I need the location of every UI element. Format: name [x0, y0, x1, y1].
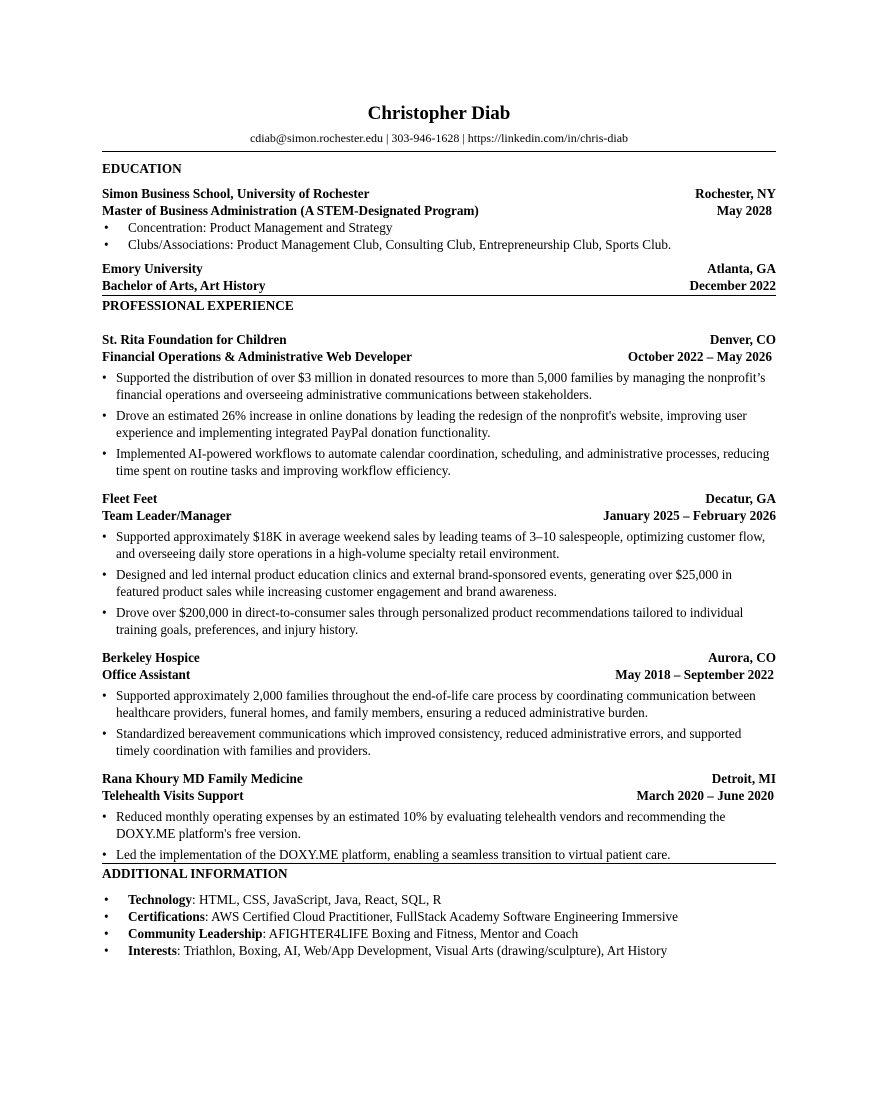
job-role-row [102, 666, 776, 683]
item-text: : Triathlon, Boxing, AI, Web/App Development, Visual Arts (drawing/sculpture), Art History [176, 943, 668, 958]
job-dates: May 2018 – September 2022 [615, 667, 774, 682]
section-title-experience: PROFESSIONAL EXPERIENCE [102, 298, 294, 313]
list-item [102, 891, 776, 908]
additional-section [102, 865, 776, 959]
list-item [102, 908, 776, 925]
job-bullets [102, 369, 776, 479]
job-header-row [102, 770, 776, 787]
list-item: • Clubs/Associations: Product Management Club, Consulting Club, Entrepreneurship Club, Sports Club. [102, 236, 776, 253]
job-role: Team Leader/Manager [102, 508, 232, 523]
job-dates: March 2020 – June 2020 [636, 788, 774, 803]
section-divider [102, 151, 776, 152]
list-item: • Concentration: Product Management and Strategy [102, 219, 776, 236]
degree-name: Master of Business Administration (A STEM-Designated Program) [102, 203, 479, 218]
section-title-education: EDUCATION [102, 161, 182, 176]
job-role: Financial Operations & Administrative Web Developer [102, 349, 413, 364]
education-entry [102, 185, 776, 253]
list-item: • Drove over $200,000 in direct-to-consumer sales through personalized product recommendations tailored to individual training goals, preferences, and injury history. [102, 604, 776, 638]
item-text: : AFIGHTER4LIFE Boxing and Fitness, Mentor and Coach [262, 926, 579, 941]
degree-row [102, 277, 776, 294]
education-header-row [102, 185, 776, 202]
school-name: Simon Business School, University of Rochester [102, 186, 370, 201]
list-item: • Supported the distribution of over $3 million in donated resources to more than 5,000 families by managing the nonprofit’s financial operations and overseeing administrative communications between stakeholders. [102, 369, 776, 403]
list-item [102, 925, 776, 942]
list-item: • Standardized bereavement communications which improved consistency, reduced administrative errors, and supported timely coordination with families and providers. [102, 725, 776, 759]
school-name: Emory University [102, 261, 203, 276]
job-entry [102, 770, 776, 863]
additional-list [102, 891, 776, 959]
school-location: Rochester, NY [695, 186, 776, 201]
degree-date: May 2028 [716, 203, 772, 218]
item-label: Certifications [128, 909, 205, 924]
degree-row [102, 202, 776, 219]
job-role-row [102, 507, 776, 524]
degree-date: December 2022 [689, 278, 776, 293]
education-header-row [102, 260, 776, 277]
experience-section [102, 297, 776, 863]
job-bullets [102, 808, 776, 863]
job-entry [102, 649, 776, 759]
job-role-row [102, 348, 776, 365]
section-divider [102, 863, 776, 864]
list-item: • Led the implementation of the DOXY.ME platform, enabling a seamless transition to virtual patient care. [102, 846, 776, 863]
section-title-additional: ADDITIONAL INFORMATION [102, 866, 288, 881]
job-entry [102, 490, 776, 638]
candidate-name: Christopher Diab [367, 103, 511, 124]
job-organization: Berkeley Hospice [102, 650, 200, 665]
item-label: Interests [128, 943, 177, 958]
job-organization: St. Rita Foundation for Children [102, 332, 287, 347]
list-item [102, 942, 776, 959]
job-role: Office Assistant [102, 667, 191, 682]
item-label: Technology [128, 892, 192, 907]
job-entry [102, 331, 776, 479]
job-header-row [102, 490, 776, 507]
job-location: Decatur, GA [705, 491, 776, 506]
education-bullets [102, 219, 776, 253]
job-organization: Rana Khoury MD Family Medicine [102, 771, 303, 786]
resume-content [102, 102, 776, 959]
list-item: • Supported approximately $18K in average weekend sales by leading teams of 3–10 salespeople, optimizing customer flow, and overseeing daily store operations in a high-volume specialty retail environment. [102, 528, 776, 562]
job-header-row [102, 331, 776, 348]
job-role-row [102, 787, 776, 804]
education-section [102, 160, 776, 294]
job-location: Detroit, MI [711, 771, 776, 786]
job-role: Telehealth Visits Support [102, 788, 244, 803]
job-location: Denver, CO [709, 332, 776, 347]
job-header-row [102, 649, 776, 666]
school-location: Atlanta, GA [707, 261, 776, 276]
item-text: : HTML, CSS, JavaScript, Java, React, SQL, R [192, 892, 442, 907]
list-item: • Designed and led internal product education clinics and external brand-sponsored events, generating over $25,000 in featured product sales while increasing customer engagement and brand awareness. [102, 566, 776, 600]
job-bullets [102, 528, 776, 638]
job-dates: October 2022 – May 2026 [627, 349, 772, 364]
section-divider [102, 295, 776, 296]
list-item: • Drove an estimated 26% increase in online donations by leading the redesign of the nonprofit's website, improving user experience and implementing integrated PayPal donation functionality. [102, 407, 776, 441]
job-organization: Fleet Feet [102, 491, 158, 506]
job-dates: January 2025 – February 2026 [603, 508, 776, 523]
degree-name: Bachelor of Arts, Art History [102, 278, 266, 293]
list-item: • Supported approximately 2,000 families throughout the end-of-life care process by coordinating communication between healthcare providers, funeral homes, and family members, ensuring a reduced administrative burden. [102, 687, 776, 721]
list-item: • Implemented AI-powered workflows to automate calendar coordination, scheduling, and administrative processes, reducing time spent on routine tasks and improving workflow efficiency. [102, 445, 776, 479]
job-bullets [102, 687, 776, 759]
education-entry [102, 260, 776, 294]
list-item: • Reduced monthly operating expenses by an estimated 10% by evaluating telehealth vendors and recommending the DOXY.ME platform's free version. [102, 808, 776, 842]
contact-line: cdiab@simon.rochester.edu | 303-946-1628 | https://linkedin.com/in/chris-diab [249, 131, 629, 145]
item-label: Community Leadership [128, 926, 263, 941]
job-location: Aurora, CO [708, 650, 776, 665]
item-text: : AWS Certified Cloud Practitioner, FullStack Academy Software Engineering Immersive [204, 909, 678, 924]
